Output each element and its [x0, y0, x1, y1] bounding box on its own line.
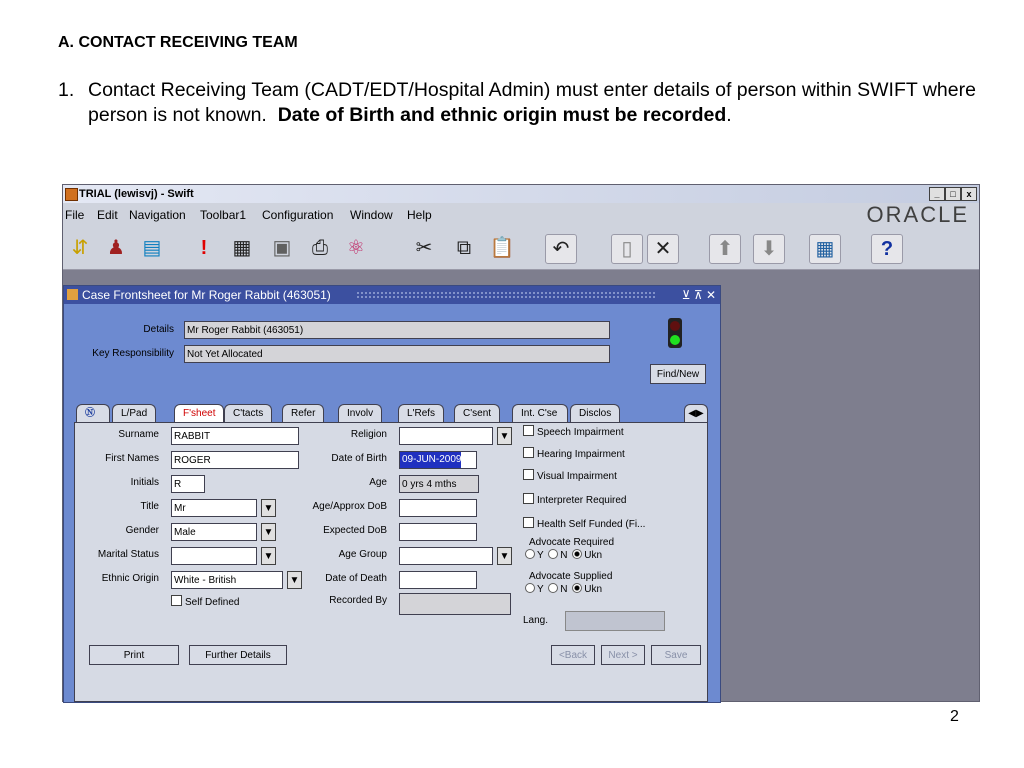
- print-button[interactable]: Print: [89, 645, 179, 665]
- age-group-label: Age Group: [338, 549, 387, 560]
- back-button[interactable]: <Back: [551, 645, 595, 665]
- tab-involv[interactable]: Involv: [338, 404, 382, 422]
- title-label: Title: [140, 501, 159, 512]
- page-number: 2: [950, 708, 959, 725]
- people-icon[interactable]: ♟: [107, 237, 125, 259]
- dob-value: 09-JUN-2009: [400, 452, 461, 468]
- minimize-button[interactable]: _: [929, 187, 945, 201]
- tab-fsheet[interactable]: F'sheet: [174, 404, 224, 422]
- tab-ctacts[interactable]: C'tacts: [224, 404, 272, 422]
- form-title: Case Frontsheet for Mr Roger Rabbit (463051): [82, 288, 331, 302]
- age-field: 0 yrs 4 mths: [399, 475, 479, 493]
- advocate-required-radio[interactable]: Y N Ukn: [523, 549, 602, 561]
- recorded-by-field: [399, 593, 511, 615]
- religion-label: Religion: [350, 429, 387, 440]
- item-bold-text: Date of Birth and ethnic origin must be recorded: [277, 104, 727, 126]
- age-label: Age: [369, 477, 387, 488]
- tab-lrefs[interactable]: L'Refs: [398, 404, 444, 422]
- new-doc-icon[interactable]: ▯: [611, 234, 643, 264]
- surname-field[interactable]: RABBIT: [171, 427, 299, 445]
- dob-field[interactable]: [399, 451, 477, 469]
- marital-status-label: Marital Status: [97, 549, 159, 560]
- up-arrow-icon[interactable]: ⬆: [709, 234, 741, 264]
- item-text: Contact Receiving Team (CADT/EDT/Hospital Admin) must enter details of person within SWIFT where person is not known.: [88, 79, 976, 126]
- cut-icon[interactable]: ✂: [415, 237, 433, 259]
- item-end: .: [726, 104, 732, 126]
- first-names-field[interactable]: ROGER: [171, 451, 299, 469]
- recorded-by-label: Recorded By: [329, 595, 387, 606]
- fsheet-panel: [74, 422, 708, 702]
- marital-status-dropdown-icon[interactable]: ▼: [261, 547, 276, 565]
- delete-icon[interactable]: ✕: [647, 234, 679, 264]
- hearing-impairment-checkbox[interactable]: Hearing Impairment: [523, 447, 625, 460]
- tab-scroll-icon[interactable]: ◀▶: [684, 404, 708, 422]
- copy-icon[interactable]: ⧉: [456, 237, 472, 259]
- menu-help[interactable]: Help: [407, 208, 432, 222]
- details-label: Details: [143, 324, 174, 335]
- tab-refer[interactable]: Refer: [282, 404, 324, 422]
- tab-disclos[interactable]: Disclos: [570, 404, 620, 422]
- down-arrow-icon[interactable]: ⬇: [753, 234, 785, 264]
- date-of-death-field[interactable]: [399, 571, 477, 589]
- calculator-icon[interactable]: ▦: [232, 237, 252, 259]
- item-number: 1.: [58, 79, 75, 101]
- save-button[interactable]: Save: [651, 645, 701, 665]
- slide-heading: A. CONTACT RECEIVING TEAM: [58, 34, 298, 51]
- key-responsibility-label: Key Responsibility: [92, 348, 174, 359]
- menu-bar: [63, 203, 979, 227]
- health-self-funded-checkbox[interactable]: Health Self Funded (Fi...: [523, 517, 645, 530]
- menu-file[interactable]: File: [65, 208, 85, 222]
- oracle-logo: ORACLE: [866, 202, 969, 227]
- slide-item: [58, 78, 998, 128]
- date-of-death-label: Date of Death: [325, 573, 387, 584]
- advocate-required-label: Advocate Required: [529, 537, 615, 548]
- menu-edit[interactable]: Edit: [97, 208, 118, 222]
- find-new-button[interactable]: Find/New: [650, 364, 706, 384]
- lang-field[interactable]: [565, 611, 665, 631]
- first-names-label: First Names: [105, 453, 159, 464]
- title-field[interactable]: Mr: [171, 499, 257, 517]
- print-icon[interactable]: ⎙: [312, 237, 328, 259]
- advocate-supplied-label: Advocate Supplied: [529, 571, 613, 582]
- interpreter-required-checkbox[interactable]: Interpreter Required: [523, 493, 627, 506]
- expected-dob-field[interactable]: [399, 523, 477, 541]
- traffic-light-icon: [668, 318, 682, 348]
- lang-label: Lang.: [523, 615, 549, 626]
- next-button[interactable]: Next >: [601, 645, 645, 665]
- window-title: TRIAL (lewisvj) - Swift: [79, 188, 194, 200]
- titlebar-pattern: [356, 291, 656, 299]
- surname-label: Surname: [118, 429, 159, 440]
- paste-icon[interactable]: 📋: [489, 237, 515, 259]
- key-responsibility-field: Not Yet Allocated: [184, 345, 610, 363]
- initials-field[interactable]: R: [171, 475, 205, 493]
- card-icon[interactable]: ▤: [142, 237, 162, 259]
- ethnic-origin-dropdown-icon[interactable]: ▼: [287, 571, 302, 589]
- window-titlebar: [63, 185, 979, 203]
- age-group-dropdown-icon[interactable]: ▼: [497, 547, 512, 565]
- maximize-button[interactable]: □: [945, 187, 961, 201]
- ethnic-origin-field[interactable]: White - British: [171, 571, 283, 589]
- atom-icon[interactable]: ⚛: [347, 237, 365, 259]
- menu-window[interactable]: Window: [350, 208, 393, 222]
- further-details-button[interactable]: Further Details: [189, 645, 287, 665]
- religion-field[interactable]: [399, 427, 493, 445]
- table-icon[interactable]: ▦: [809, 234, 841, 264]
- advocate-supplied-radio[interactable]: Y N Ukn: [523, 583, 602, 595]
- marital-status-field[interactable]: [171, 547, 257, 565]
- save-icon[interactable]: ▣: [272, 237, 292, 259]
- expected-dob-label: Expected DoB: [323, 525, 387, 536]
- form-titlebar: [64, 286, 720, 304]
- swift-window: [62, 184, 980, 702]
- alert-icon[interactable]: !: [200, 237, 208, 259]
- form-icon: [67, 289, 78, 300]
- age-group-field[interactable]: [399, 547, 493, 565]
- age-approx-label: Age/Approx DoB: [312, 501, 387, 512]
- close-button[interactable]: x: [961, 187, 977, 201]
- ethnic-origin-label: Ethnic Origin: [101, 573, 159, 584]
- title-dropdown-icon[interactable]: ▼: [261, 499, 276, 517]
- visual-impairment-checkbox[interactable]: Visual Impairment: [523, 469, 617, 482]
- undo-icon[interactable]: ↶: [545, 234, 577, 264]
- form-window-controls[interactable]: ⊻ ⊼ ✕: [681, 288, 716, 302]
- java-icon: [65, 188, 78, 201]
- tab-navigator-icon[interactable]: Ⓝ: [76, 404, 110, 422]
- tab-intcse[interactable]: Int. C'se: [512, 404, 568, 422]
- case-frontsheet-form: [63, 285, 721, 703]
- menu-navigation[interactable]: Navigation: [129, 208, 186, 222]
- toolbar: [63, 227, 979, 270]
- tab-lpad[interactable]: L/Pad: [112, 404, 156, 422]
- tab-csent[interactable]: C'sent: [454, 404, 500, 422]
- religion-dropdown-icon[interactable]: ▼: [497, 427, 512, 445]
- self-defined-checkbox[interactable]: Self Defined: [171, 595, 239, 608]
- menu-toolbar[interactable]: Toolbar1: [200, 208, 247, 222]
- initials-label: Initials: [130, 477, 159, 488]
- gender-field[interactable]: Male: [171, 523, 257, 541]
- transfer-icon[interactable]: ⇵: [71, 237, 89, 259]
- speech-impairment-checkbox[interactable]: Speech Impairment: [523, 425, 624, 438]
- menu-configuration[interactable]: Configuration: [262, 208, 334, 222]
- gender-label: Gender: [125, 525, 159, 536]
- dob-label: Date of Birth: [331, 453, 387, 464]
- gender-dropdown-icon[interactable]: ▼: [261, 523, 276, 541]
- age-approx-field[interactable]: [399, 499, 477, 517]
- details-field: Mr Roger Rabbit (463051): [184, 321, 610, 339]
- help-icon[interactable]: ?: [871, 234, 903, 264]
